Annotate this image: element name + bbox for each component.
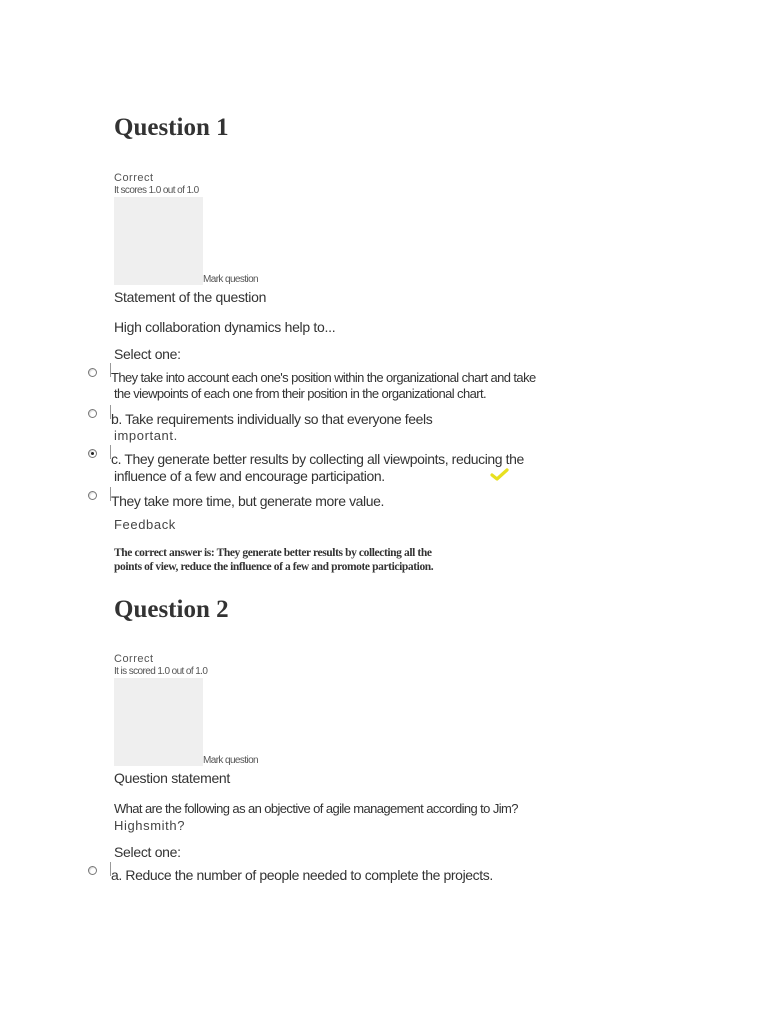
question-1-option-4-label[interactable]: They take more time, but generate more value. — [111, 493, 385, 509]
question-1-option-3-label[interactable]: c. They generate better results by collecting all viewpoints, reducing the — [111, 451, 524, 467]
question-2-text-line2: Highsmith? — [114, 818, 186, 833]
question-1-option-3-label-line2[interactable]: influence of a few and encourage participation. — [114, 468, 385, 484]
question-1-score: It scores 1.0 out of 1.0 — [114, 185, 199, 196]
question-2-state: Correct — [114, 653, 154, 665]
question-2-statement-label: Question statement — [114, 770, 230, 786]
question-1-option-1-radio[interactable] — [88, 368, 97, 377]
question-1-option-2-label-line2[interactable]: important. — [114, 428, 178, 443]
question-2-text: What are the following as an objective of agile management according to Jim? — [114, 801, 518, 816]
question-2-select-one: Select one: — [114, 844, 181, 860]
question-1-statement-label: Statement of the question — [114, 289, 267, 305]
question-1-option-2-label[interactable]: b. Take requirements individually so that everyone feels — [111, 411, 433, 427]
question-1-state: Correct — [114, 172, 154, 184]
question-1-select-one: Select one: — [114, 346, 181, 362]
question-2-mark-question-link[interactable]: Mark question — [203, 755, 259, 766]
question-2-score: It is scored 1.0 out of 1.0 — [114, 666, 208, 677]
feedback-line: points of view, reduce the influence of a few and promote participation. — [114, 561, 434, 573]
question-1-mark-question-link[interactable]: Mark question — [203, 274, 259, 285]
question-2-option-1-label[interactable]: a. Reduce the number of people needed to complete the projects. — [111, 867, 493, 883]
question-1-option-4-radio[interactable] — [88, 491, 97, 500]
question-2-option-1-radio[interactable] — [88, 866, 97, 875]
question-1-option-1-label-line2[interactable]: the viewpoints of each one from their position in the organizational chart. — [114, 386, 486, 401]
feedback-line: The correct answer is: They generate better results by collecting all the — [114, 547, 432, 559]
question-1-feedback-text — [114, 546, 474, 574]
question-1-option-2-radio[interactable] — [88, 409, 97, 418]
question-1-text: High collaboration dynamics help to... — [114, 319, 336, 335]
question-1-option-3-radio[interactable] — [88, 449, 97, 458]
question-1-flag-image[interactable] — [114, 197, 203, 285]
question-1-feedback-label: Feedback — [114, 517, 176, 532]
question-2-flag-image[interactable] — [114, 678, 203, 766]
check-icon — [490, 468, 510, 482]
question-1-title: Question 1 — [114, 114, 229, 141]
question-2-title: Question 2 — [114, 596, 229, 623]
question-1-option-1-label[interactable]: They take into account each one's position within the organizational chart and take — [111, 370, 536, 385]
